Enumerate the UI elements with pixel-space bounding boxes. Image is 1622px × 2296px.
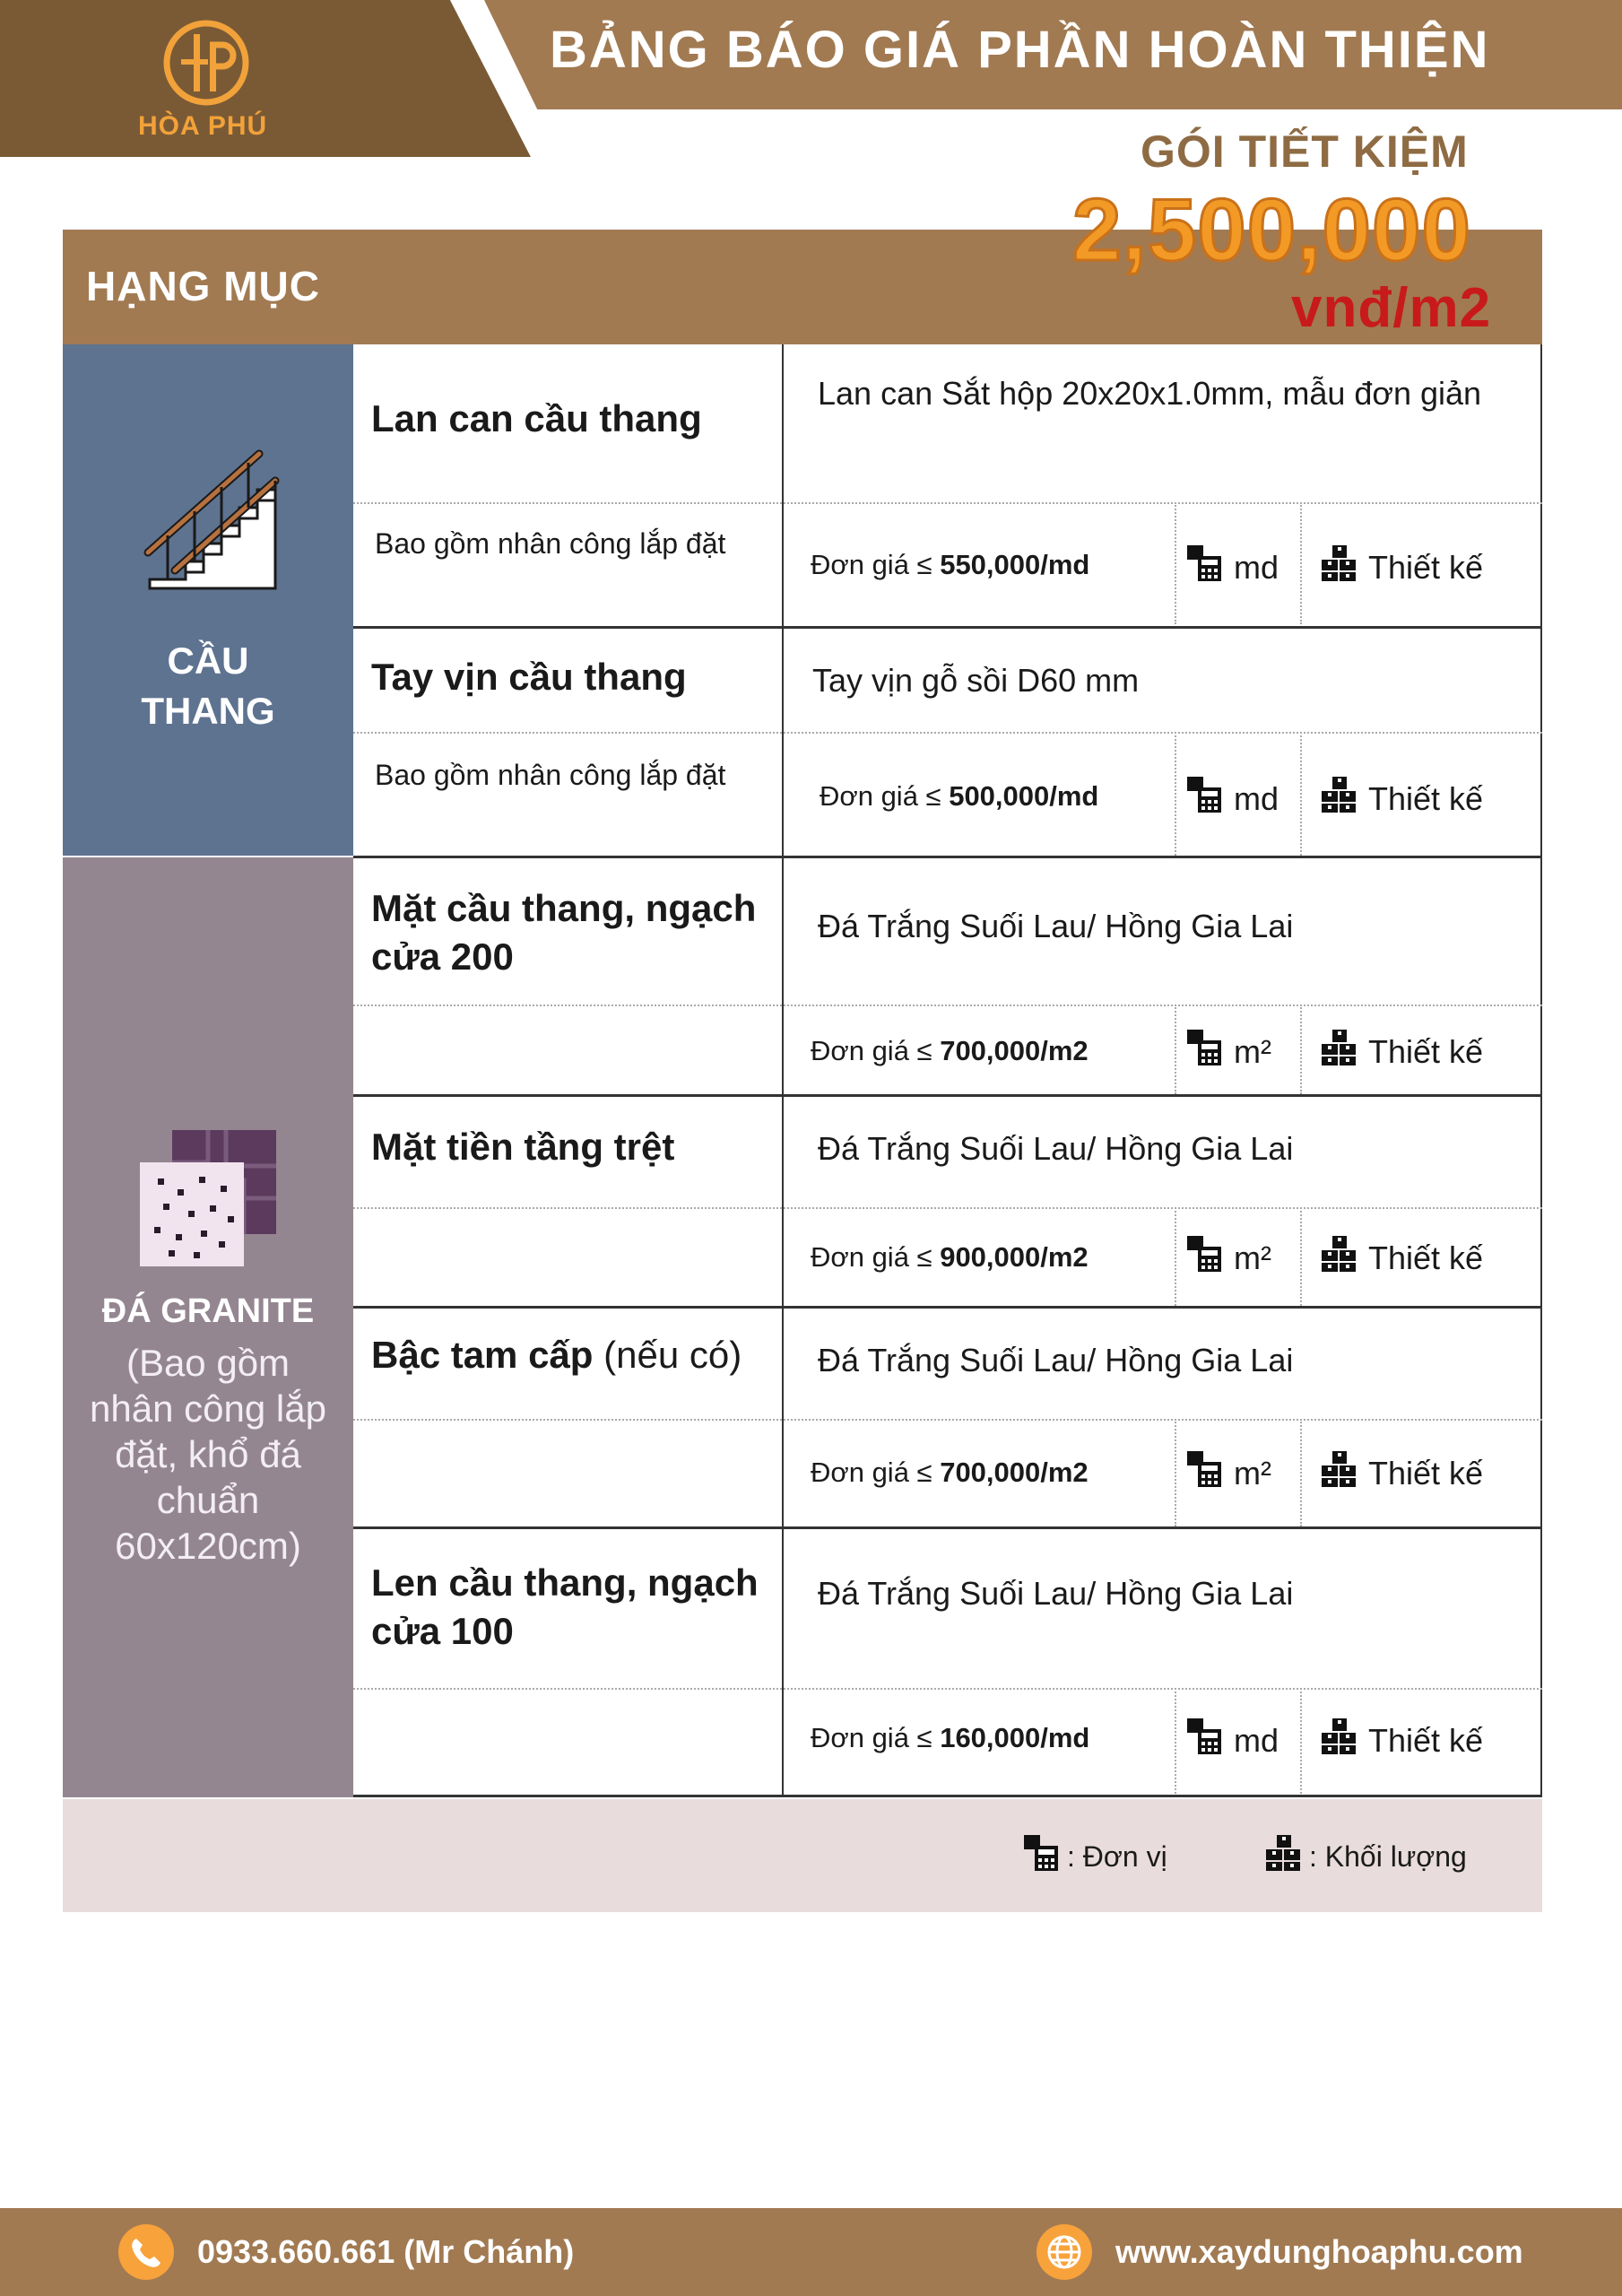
footer-phone[interactable]: 0933.660.661 (Mr Chánh) <box>197 2233 575 2270</box>
unit-cell <box>1185 1028 1271 1075</box>
design-label: Thiết kế <box>1368 1721 1484 1759</box>
item-name: Mặt cầu thang, ngạch cửa 200 <box>371 887 757 978</box>
category-stairs-label-2: THANG <box>141 690 275 732</box>
divider <box>353 1795 1542 1797</box>
design-cell <box>1320 1028 1483 1075</box>
footer-bar <box>0 2208 1622 2296</box>
logo-text: HÒA PHÚ <box>138 111 268 141</box>
item-sub: Bao gồm nhân công lắp đặt <box>375 759 726 791</box>
category-header-label: HẠNG MỤC <box>86 263 320 309</box>
divider <box>1175 1004 1176 1094</box>
unit-label: md <box>1234 548 1279 586</box>
item-desc: Đá Trắng Suối Lau/ Hồng Gia Lai <box>818 1575 1294 1612</box>
category-granite <box>63 857 353 1797</box>
divider <box>1300 1207 1302 1306</box>
item-name: Lan can cầu thang <box>371 397 702 439</box>
legend-bar <box>63 1799 1542 1912</box>
package-price-unit: vnđ/m2 <box>1291 277 1492 339</box>
item-name: Len cầu thang, ngạch cửa 100 <box>371 1561 759 1652</box>
item-desc: Tay vịn gỗ sồi D60 mm <box>812 662 1140 699</box>
divider <box>1175 732 1176 856</box>
package-price: 2,500,000 <box>1072 180 1471 279</box>
phone-icon <box>118 2224 174 2280</box>
divider <box>1175 502 1176 624</box>
company-logo <box>160 16 253 114</box>
granite-tile-icon <box>136 1126 280 1274</box>
divider <box>353 732 1542 734</box>
design-label: Thiết kế <box>1368 548 1484 586</box>
divider <box>1300 1004 1302 1094</box>
unit-label: m² <box>1234 1454 1271 1492</box>
unit-label: m² <box>1234 1032 1271 1070</box>
legend-unit <box>1022 1833 1167 1880</box>
item-price: Đơn giá ≤ 700,000/m2 <box>811 1035 1089 1066</box>
unit-label: m² <box>1234 1239 1271 1276</box>
unit-cell <box>1185 1449 1271 1497</box>
item-name: Mặt tiền tầng trệt <box>371 1126 675 1168</box>
boxes-icon <box>1320 544 1359 591</box>
page-title: BẢNG BÁO GIÁ PHẦN HOÀN THIỆN <box>550 21 1490 79</box>
footer-website[interactable]: www.xaydunghoaphu.com <box>1115 2233 1523 2270</box>
unit-calculator-icon <box>1185 544 1225 591</box>
unit-calculator-icon <box>1022 1833 1062 1880</box>
design-label: Thiết kế <box>1368 779 1484 817</box>
legend-unit-label: : Đơn vị <box>1067 1839 1167 1873</box>
legend-volume-label: : Khối lượng <box>1309 1839 1467 1873</box>
package-name: GÓI TIẾT KIỆM <box>1141 126 1469 177</box>
legend-volume <box>1264 1833 1467 1880</box>
item-desc: Đá Trắng Suối Lau/ Hồng Gia Lai <box>818 1130 1294 1167</box>
item-price: Đơn giá ≤ 550,000/md <box>811 549 1090 580</box>
design-label: Thiết kế <box>1368 1032 1484 1070</box>
boxes-icon <box>1320 1234 1359 1282</box>
divider <box>1300 502 1302 624</box>
design-cell <box>1320 1717 1483 1764</box>
divider <box>353 1688 1542 1690</box>
unit-calculator-icon <box>1185 775 1225 822</box>
item-sub: Bao gồm nhân công lắp đặt <box>375 527 726 560</box>
unit-label: md <box>1234 779 1279 817</box>
divider <box>353 856 1542 858</box>
boxes-icon <box>1264 1833 1304 1880</box>
design-label: Thiết kế <box>1368 1454 1484 1492</box>
divider <box>1540 344 1542 1797</box>
item-desc: Đá Trắng Suối Lau/ Hồng Gia Lai <box>818 1342 1294 1378</box>
item-price: Đơn giá ≤ 900,000/m2 <box>811 1241 1089 1273</box>
item-price: Đơn giá ≤ 700,000/m2 <box>811 1457 1089 1488</box>
design-cell <box>1320 1234 1483 1282</box>
unit-label: md <box>1234 1721 1279 1759</box>
unit-calculator-icon <box>1185 1234 1225 1282</box>
staircase-icon <box>132 445 284 602</box>
price-table <box>63 344 1542 1797</box>
category-stairs <box>63 344 353 856</box>
unit-cell <box>1185 1234 1271 1282</box>
divider <box>1300 732 1302 856</box>
unit-calculator-icon <box>1185 1449 1225 1497</box>
divider <box>353 1526 1542 1529</box>
category-granite-label: ĐÁ GRANITE <box>101 1292 315 1330</box>
category-granite-note: (Bao gồm nhân công lắp đặt, khổ đá chuẩn 60x120cm) <box>90 1342 326 1567</box>
divider <box>353 1004 1542 1006</box>
unit-calculator-icon <box>1185 1717 1225 1764</box>
design-label: Thiết kế <box>1368 1239 1484 1276</box>
boxes-icon <box>1320 1449 1359 1497</box>
divider <box>353 1306 1542 1309</box>
design-cell <box>1320 544 1483 591</box>
divider <box>353 1094 1542 1097</box>
item-name: Bậc tam cấp (nếu có) <box>371 1334 742 1376</box>
divider <box>353 1207 1542 1209</box>
boxes-icon <box>1320 775 1359 822</box>
divider <box>353 1419 1542 1421</box>
globe-icon <box>1037 2224 1092 2280</box>
category-stairs-label-1: CẦU <box>167 639 249 682</box>
divider <box>353 626 1542 629</box>
divider <box>1175 1419 1176 1526</box>
divider <box>1300 1419 1302 1526</box>
divider <box>1300 1688 1302 1797</box>
item-name: Tay vịn cầu thang <box>371 656 687 698</box>
divider <box>1175 1207 1176 1306</box>
unit-cell <box>1185 1717 1279 1764</box>
divider <box>1175 1688 1176 1797</box>
boxes-icon <box>1320 1717 1359 1764</box>
design-cell <box>1320 1449 1483 1497</box>
boxes-icon <box>1320 1028 1359 1075</box>
design-cell <box>1320 775 1483 822</box>
item-desc: Đá Trắng Suối Lau/ Hồng Gia Lai <box>818 908 1294 944</box>
unit-cell <box>1185 775 1279 822</box>
divider <box>353 502 1542 504</box>
divider <box>782 344 784 1797</box>
item-price: Đơn giá ≤ 500,000/md <box>820 780 1099 812</box>
item-desc: Lan can Sắt hộp 20x20x1.0mm, mẫu đơn giản <box>818 375 1482 412</box>
unit-cell <box>1185 544 1279 591</box>
item-price: Đơn giá ≤ 160,000/md <box>811 1722 1090 1753</box>
unit-calculator-icon <box>1185 1028 1225 1075</box>
